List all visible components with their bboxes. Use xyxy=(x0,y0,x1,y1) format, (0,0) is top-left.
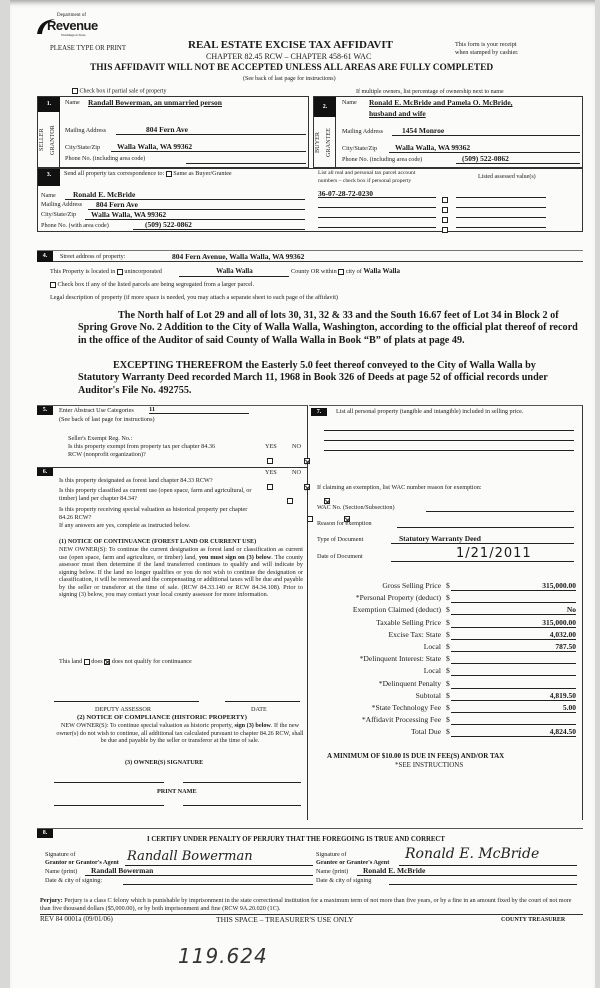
legal-description-label: Legal description of property (if more space is needed, you may attach a separate sheet to each page of the affidavit) xyxy=(50,294,338,301)
abstract-use-label: Enter Abstract Use Categories xyxy=(59,407,134,414)
currency-symbol: $ xyxy=(446,605,450,615)
assessed-heading: Listed assessed value(s) xyxy=(478,174,536,180)
notice-text: NEW OWNER(S): To continue the current designation as forest land or classification as current use (open space, farm and agriculture, or timber) land, xyxy=(59,546,303,561)
grantor-label: GRANTOR xyxy=(48,125,56,155)
corr-mailing-label: Mailing Address xyxy=(41,201,83,208)
fee-amount-field[interactable] xyxy=(451,679,576,689)
seller-mailing-label: Mailing Address xyxy=(65,127,107,134)
fee-row xyxy=(309,715,583,727)
segregated-label: Check box if any of the listed parcels are being segregated from a larger parcel. xyxy=(57,281,255,288)
notice-text: . The county assessor must then determine if the land transferred continues to qualify and will indicate by signing below. If the land no longer qualifies or you do not wish to continue the designation or classification, it will be removed and the compensating or additional taxes will be due and payable by the seller or transferor at the time of sale. (RCW 84.33.140 or RCW 84.34.108). Prior to signing (3) below, you may contact your local county assessor for more information. xyxy=(59,553,304,598)
owner-signature-label: (3) OWNER(S) SIGNATURE xyxy=(125,759,204,766)
currency-symbol: $ xyxy=(446,581,450,590)
grantor-sig-label: Signature of xyxy=(45,851,76,858)
unincorporated-label: unincorporated xyxy=(124,268,162,275)
buyer-section xyxy=(313,96,583,168)
buyer-name-line1[interactable]: Ronald E. McBride and Pamela O. McBride, xyxy=(369,98,513,107)
form-chapter: CHAPTER 82.45 RCW – CHAPTER 458-61 WAC xyxy=(206,52,372,61)
fee-label: *Delinquent Interest: State xyxy=(359,654,441,664)
buyer-phone-field[interactable]: (509) 522-0862 xyxy=(456,154,580,164)
does-not-qualify-checkbox[interactable] xyxy=(104,659,110,665)
street-label: Street address of property: xyxy=(60,253,126,260)
perjury-notice xyxy=(40,897,580,912)
fee-label: *Personal Property (deduct) xyxy=(355,593,441,603)
fee-row xyxy=(309,703,583,715)
grantor-date-field[interactable] xyxy=(123,876,313,885)
same-as-buyer-checkbox[interactable] xyxy=(166,171,172,177)
doc-date-field[interactable]: 1/21/2011 xyxy=(391,546,574,562)
fee-label: Excise Tax: State xyxy=(388,629,441,639)
seller-name-field[interactable]: Randall Bowerman, an unmarried person xyxy=(88,98,222,107)
personal-property-checkbox[interactable] xyxy=(442,207,448,213)
section-number: 1. xyxy=(38,97,60,112)
grantor-name-field[interactable]: Randall Bowerman xyxy=(85,866,313,876)
currency-symbol: $ xyxy=(446,593,450,603)
fee-amount-field[interactable]: 787.50 xyxy=(451,642,576,652)
treasurer-use-label: THIS SPACE – TREASURER'S USE ONLY xyxy=(216,915,354,924)
city-of-label: city of xyxy=(345,268,362,275)
section-number: 2. xyxy=(314,97,336,117)
corr-name-field[interactable]: Ronald E. McBride xyxy=(65,190,305,200)
current-use-yes-checkbox[interactable] xyxy=(287,498,293,504)
buyer-mailing-field[interactable]: 1454 Monroe xyxy=(392,126,580,136)
buyer-phone-label: Phone No. (including area code) xyxy=(342,156,423,163)
currency-symbol: $ xyxy=(446,690,450,700)
seller-city-label: City/State/Zip xyxy=(65,144,101,151)
location-row xyxy=(50,268,570,277)
legal-description-paragraph-2: EXCEPTING THEREFROM the Easterly 5.0 feet thereof conveyed to the City of Walla Walla by Statutory Warranty Deed recorded March 11, 1968 in Book 326 of Deeds at page 52 of official records under Auditor's File No. 492755. xyxy=(78,360,548,396)
logo-state-text: Washington State xyxy=(61,33,86,37)
deputy-assessor-line[interactable] xyxy=(54,701,199,702)
fee-amount-field[interactable]: No xyxy=(451,605,576,615)
fee-label: *State Technology Fee xyxy=(371,702,441,712)
personal-property-checkbox[interactable] xyxy=(442,217,448,223)
current-use-question: Is this property classified as current use (open space, farm and agricultural, or timber) land per chapter 84.34? xyxy=(59,487,252,502)
partial-sale-row xyxy=(72,88,166,95)
forest-land-question: Is this property designated as forest land chapter 84.33 RCW? xyxy=(59,477,213,484)
receipt-note-1: This form is your receipt xyxy=(455,41,517,48)
deputy-assessor-label: DEPUTY ASSESSOR xyxy=(95,706,151,713)
affidavit-page xyxy=(10,0,595,988)
fee-table xyxy=(309,581,583,739)
unincorporated-checkbox[interactable] xyxy=(117,269,123,275)
parcel-list xyxy=(318,189,373,229)
continuance-row xyxy=(59,658,192,666)
currency-symbol: $ xyxy=(446,727,450,737)
grantor-signature-field[interactable]: Randall Bowerman xyxy=(125,849,313,866)
partial-sale-label: Check box if partial sale of property xyxy=(79,88,167,95)
fee-label: Local xyxy=(423,641,441,651)
section-number: 6. xyxy=(37,468,53,476)
perjury-bold: Perjury: xyxy=(40,897,63,904)
fee-label: Local xyxy=(423,666,441,676)
date-label: DATE xyxy=(251,706,267,713)
yes-header: YES xyxy=(265,443,277,450)
parcel-row xyxy=(318,199,324,209)
fee-label: *Delinquent Penalty xyxy=(378,678,441,688)
assessed-value-field[interactable] xyxy=(456,219,546,228)
wac-label: WAC No. (Section/Subsection) xyxy=(317,504,395,511)
doc-type-label: Type of Document xyxy=(317,536,364,543)
parcel-row xyxy=(318,219,324,229)
within-label: within xyxy=(320,268,337,275)
receipt-note-2: when stamped by cashier. xyxy=(455,49,519,56)
does-not-label: does not xyxy=(111,658,133,665)
assessor-date-line[interactable] xyxy=(225,701,300,702)
buyer-mailing-label: Mailing Address xyxy=(342,128,384,135)
fee-label: Subtotal xyxy=(415,690,441,700)
county-field[interactable]: Walla Walla xyxy=(179,268,289,277)
notice-compliance-body xyxy=(53,722,307,745)
fee-row xyxy=(309,666,583,678)
currency-symbol: $ xyxy=(446,702,450,712)
fee-label: *Affidavit Processing Fee xyxy=(361,715,441,725)
section7 xyxy=(309,405,583,820)
historical-question: Is this property receiving special valuation as historical property per chapter 84.26 RCW? xyxy=(59,506,248,521)
fee-amount-field[interactable] xyxy=(451,593,576,603)
owner-signature-line[interactable] xyxy=(54,782,164,783)
fee-amount-field[interactable]: 4,824.50 xyxy=(451,727,576,737)
section-number: 8. xyxy=(37,829,53,838)
section6 xyxy=(37,467,308,820)
fee-row xyxy=(309,581,583,593)
city-checkbox[interactable] xyxy=(338,269,344,275)
assessed-value-field[interactable] xyxy=(456,189,546,198)
notice-compliance-title: (2) NOTICE OF COMPLIANCE (HISTORIC PROPERTY) xyxy=(77,714,247,721)
fee-row xyxy=(309,630,583,642)
corr-city-label: City/State/Zip xyxy=(41,211,77,218)
print-name-label: PRINT NAME xyxy=(157,788,197,795)
assessed-value-field[interactable] xyxy=(456,199,546,208)
personal-property-line[interactable] xyxy=(324,430,574,431)
does-qualify-checkbox[interactable] xyxy=(84,659,90,665)
no-header: NO xyxy=(292,469,301,476)
personal-property-checkbox[interactable] xyxy=(442,197,448,203)
print-name-line[interactable] xyxy=(54,805,164,806)
currency-symbol: $ xyxy=(446,715,450,725)
fee-amount-field[interactable]: 4,819.50 xyxy=(451,691,576,701)
completion-warning: THIS AFFIDAVIT WILL NOT BE ACCEPTED UNLESS ALL AREAS ARE FULLY COMPLETED xyxy=(90,63,494,73)
buyer-name-label: Name xyxy=(342,99,357,106)
seller-city-field[interactable]: Walla Walla, WA 99362 xyxy=(111,142,306,152)
fee-label: Taxable Selling Price xyxy=(376,617,441,627)
seller-phone-field[interactable] xyxy=(186,155,306,164)
exempt-reg-label: Seller's Exempt Reg. No.: xyxy=(68,435,133,442)
corr-phone-field[interactable]: (509) 522-0862 xyxy=(133,220,305,230)
parcel-row xyxy=(318,209,324,219)
parcel-number-field[interactable] xyxy=(318,219,436,228)
grantor-date-label: Date & city of signing: xyxy=(45,877,103,884)
fee-row xyxy=(309,593,583,605)
reason-label: Reason for exemption xyxy=(317,520,372,527)
no-header: NO xyxy=(292,443,301,450)
corr-name-label: Name xyxy=(41,192,56,199)
notice-bold-text: you must sign on (3) below xyxy=(198,553,272,561)
notice-text: . If the new owner(s) do not wish to continue, all additional tax calculated pursuant to chapter 84.26 RCW, shall be due and payable by the seller or transferor at the time of sale. xyxy=(56,722,304,744)
buyer-label: BUYER xyxy=(314,132,321,153)
notice-continuance-body xyxy=(59,546,303,599)
doc-date-label: Date of Document xyxy=(317,553,363,560)
section8 xyxy=(37,828,583,896)
parcel-heading-1: List all real and personal tax parcel account xyxy=(318,170,416,176)
fee-amount-field[interactable] xyxy=(451,666,576,676)
grantee-agent-label: Grantee or Grantee's Agent xyxy=(316,859,390,866)
exempt-question: Is this property exempt from property tax per chapter 84.36 RCW (nonprofit organization)? xyxy=(68,443,216,458)
grantee-date-field[interactable] xyxy=(389,876,577,885)
correspondence-section xyxy=(37,168,583,232)
seller-mailing-field[interactable]: 804 Fern Ave xyxy=(116,125,306,135)
exemption-heading: If claiming an exemption, list WAC number reason for exemption: xyxy=(317,484,482,491)
if-yes-note: If any answers are yes, complete as instructed below. xyxy=(59,522,191,529)
notice-continuance-title: (1) NOTICE OF CONTINUANCE (FOREST LAND OR CURRENT USE) xyxy=(59,538,257,545)
grantee-date-label: Date & city of signing xyxy=(316,877,372,884)
grantee-name-label: Name (print) xyxy=(316,868,349,875)
seller-section xyxy=(37,96,309,168)
form-title: REAL ESTATE EXCISE TAX AFFIDAVIT xyxy=(188,39,393,51)
grantor-name-label: Name (print) xyxy=(45,868,78,875)
personal-property-line[interactable] xyxy=(324,440,574,441)
grantee-signature-field[interactable]: Ronald E. McBride xyxy=(399,846,577,866)
section-number: 5. xyxy=(37,406,53,415)
wac-field[interactable] xyxy=(426,503,574,512)
seller-label: SELLER xyxy=(38,128,45,152)
corr-city-field[interactable]: Walla Walla, WA 99362 xyxy=(85,210,305,220)
same-as-buyer-label: Same as Buyer/Grantee xyxy=(173,170,232,177)
segregated-checkbox[interactable] xyxy=(50,282,56,288)
exempt-yes-checkbox[interactable] xyxy=(267,458,273,464)
parcel-row xyxy=(318,189,373,199)
grantor-agent-label: Grantor or Grantor's Agent xyxy=(45,859,119,866)
partial-sale-checkbox[interactable] xyxy=(72,88,78,94)
section-number: 3. xyxy=(38,169,60,186)
grantee-sig-label: Signature of xyxy=(316,851,347,858)
this-land-label: This land xyxy=(59,658,83,665)
abstract-use-field[interactable]: 11 xyxy=(149,406,249,414)
fee-amount-field[interactable] xyxy=(451,715,576,725)
fee-label: Gross Selling Price xyxy=(382,581,441,590)
doc-type-field[interactable]: Statutory Warranty Deed xyxy=(391,534,574,544)
grantee-label: GRANTEE xyxy=(324,128,332,157)
fee-row xyxy=(309,642,583,654)
segregated-row xyxy=(50,281,254,289)
personal-property-checkbox[interactable] xyxy=(442,227,448,233)
please-type-label: PLEASE TYPE OR PRINT xyxy=(50,45,126,52)
currency-symbol: $ xyxy=(446,666,450,676)
currency-symbol: $ xyxy=(446,678,450,688)
treasurer-handwritten-number: 119.624 xyxy=(178,944,268,968)
fee-amount-field[interactable]: 4,032.00 xyxy=(451,630,576,640)
does-label: does xyxy=(91,658,103,665)
seller-name-label: Name xyxy=(65,99,80,106)
fee-row xyxy=(309,654,583,666)
county-treasurer-label: COUNTY TREASURER xyxy=(501,917,566,923)
located-label: This Property is located in xyxy=(50,268,116,275)
parcel-number-field[interactable] xyxy=(318,209,436,218)
notice-bold-text: sign (3) below xyxy=(234,722,271,729)
currency-symbol: $ xyxy=(446,629,450,639)
fee-row xyxy=(309,605,583,617)
see-back-note: (See back of last page for instructions) xyxy=(243,76,336,82)
logo-revenue-text: Revenue xyxy=(47,18,98,33)
assessed-value-field[interactable] xyxy=(456,209,546,218)
buyer-name-line2[interactable]: husband and wife xyxy=(369,109,426,118)
grantee-name-field[interactable]: Ronald E. McBride xyxy=(357,866,577,876)
fee-label: Total Due xyxy=(410,727,441,737)
personal-property-line[interactable] xyxy=(324,450,574,451)
seller-side-label xyxy=(38,112,60,168)
personal-property-label: List all personal property (tangible and intangible) included in selling price. xyxy=(336,408,524,415)
buyer-city-field[interactable]: Walla Walla, WA 99362 xyxy=(389,143,580,153)
fee-row xyxy=(309,727,583,739)
fee-row xyxy=(309,679,583,691)
reason-field[interactable] xyxy=(397,519,574,528)
corr-phone-label: Phone No. (with area code) xyxy=(41,222,109,229)
perjury-text: Perjury is a class C felony which is punishable by imprisonment in the state correctional institution for a maximum term of not more than five years, or by a fine in an amount fixed by the court of not more than five thousand dollars ($5,000.00), or by both imprisonment and fine (RCW 9A.20.020 (1C). xyxy=(40,897,572,912)
buyer-side-label xyxy=(314,117,336,168)
fee-amount-field[interactable] xyxy=(451,654,576,664)
correspondence-heading: Send all property tax correspondence to: xyxy=(64,170,165,177)
print-name-line[interactable] xyxy=(183,805,301,806)
legal-description-paragraph-1: The North half of Lot 29 and all of lots 30, 31, 32 & 33 and the South 16.67 feet of Lot 34 in Block 2 of Spring Grove No. 2 Addition to the City of Walla Walla, Washington, according to the official plat thereof of record in the office of the Auditor of said County of Walla Walla in Book “B” of plats at page 49. xyxy=(78,310,578,346)
fee-row xyxy=(309,618,583,630)
fee-label: Exemption Claimed (deduct) xyxy=(352,605,441,615)
fee-amount-field[interactable]: 315,000.00 xyxy=(451,581,576,591)
section-number: 4. xyxy=(37,251,53,262)
section-number: 7. xyxy=(311,408,327,416)
multiple-owners-note: If multiple owners, list percentage of ownership next to name xyxy=(356,89,504,95)
city-of-field[interactable]: Walla Walla xyxy=(363,267,400,275)
minimum-due-note: A MINIMUM OF $10.00 IS DUE IN FEE(S) AND/OR TAX xyxy=(327,752,505,760)
currency-symbol: $ xyxy=(446,641,450,651)
abstract-use-note: (See back of last page for instructions) xyxy=(59,416,155,423)
dor-logo xyxy=(35,10,98,40)
see-instructions-note: *SEE INSTRUCTIONS xyxy=(395,761,464,769)
parcel-number-field[interactable]: 36-07-28-72-0230 xyxy=(318,189,436,198)
currency-symbol: $ xyxy=(446,617,450,627)
street-address-field[interactable]: 804 Fern Avenue, Walla Walla, WA 99362 xyxy=(172,252,305,261)
corr-mailing-field[interactable]: 804 Fern Ave xyxy=(88,200,305,210)
parcel-heading-2: numbers – check box if personal property xyxy=(318,178,412,184)
fee-row xyxy=(309,691,583,703)
fee-amount-field[interactable]: 315,000.00 xyxy=(451,618,576,628)
currency-symbol: $ xyxy=(446,654,450,664)
notice-text: NEW OWNER(S): To continue special valuation as historic property, xyxy=(60,722,233,729)
county-or-label: County OR xyxy=(290,268,320,275)
forest-yes-checkbox[interactable] xyxy=(267,484,273,490)
owner-signature-line[interactable] xyxy=(183,782,301,783)
certify-statement: I CERTIFY UNDER PENALTY OF PERJURY THAT THE FOREGOING IS TRUE AND CORRECT xyxy=(147,836,445,843)
property-section xyxy=(37,250,583,262)
qualify-label: qualify for continuance xyxy=(134,658,192,665)
form-revision: REV 84 0001a (09/01/06) xyxy=(40,915,113,923)
logo-dept-text: Department of xyxy=(57,13,87,18)
buyer-city-label: City/State/Zip xyxy=(342,145,378,152)
correspondence-heading-row xyxy=(64,170,232,178)
fee-amount-field[interactable]: 5.00 xyxy=(451,703,576,713)
seller-phone-label: Phone No. (including area code) xyxy=(65,155,146,162)
parcel-number-field[interactable] xyxy=(318,199,436,208)
yes-header: YES xyxy=(265,469,277,476)
